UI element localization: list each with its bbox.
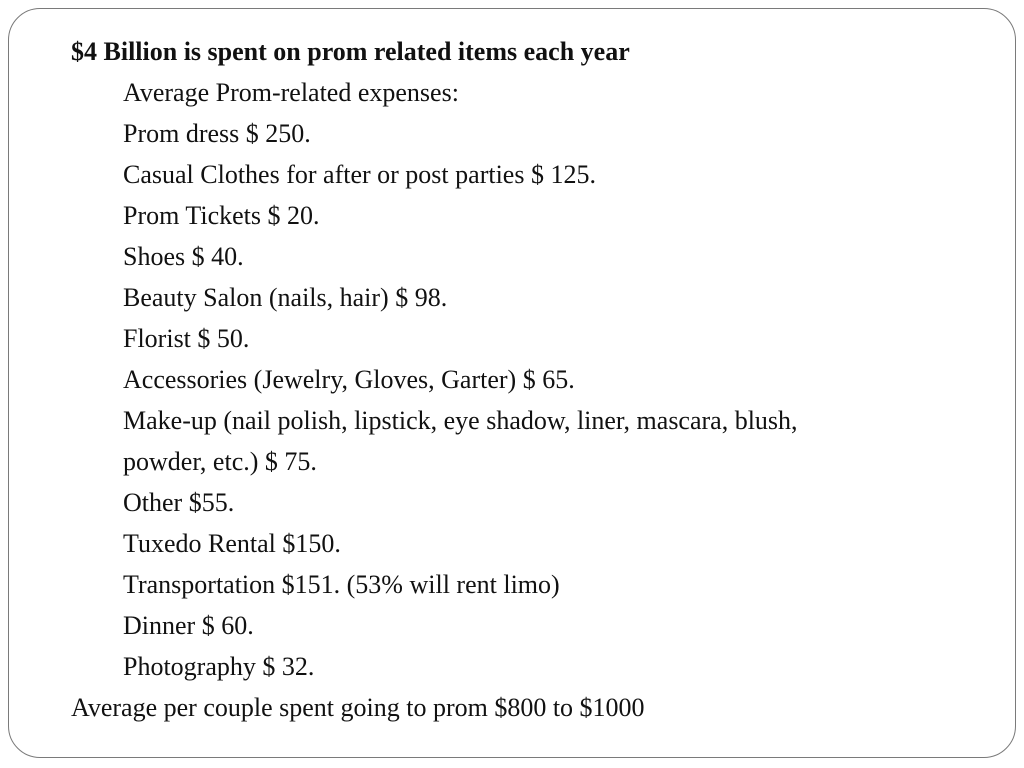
expense-item-photography: Photography $ 32. — [123, 652, 315, 681]
average-per-couple-summary: Average per couple spent going to prom $800 to $1000 — [71, 693, 645, 722]
expense-item-tuxedo-rental: Tuxedo Rental $150. — [123, 529, 341, 558]
expense-item-makeup-continued: powder, etc.) $ 75. — [123, 447, 317, 476]
expense-item-dinner: Dinner $ 60. — [123, 611, 254, 640]
expense-item-florist: Florist $ 50. — [123, 324, 250, 353]
expense-item-prom-dress: Prom dress $ 250. — [123, 119, 311, 148]
expense-item-transportation: Transportation $151. (53% will rent limo) — [123, 570, 560, 599]
expense-item-prom-tickets: Prom Tickets $ 20. — [123, 201, 320, 230]
expense-item-other: Other $55. — [123, 488, 235, 517]
expense-item-shoes: Shoes $ 40. — [123, 242, 244, 271]
expenses-subheading: Average Prom-related expenses: — [123, 78, 459, 107]
expense-item-casual-clothes: Casual Clothes for after or post parties $ 125. — [123, 160, 596, 189]
expense-item-makeup: Make-up (nail polish, lipstick, eye shadow, liner, mascara, blush, — [123, 406, 798, 435]
slide-frame — [8, 8, 1016, 758]
slide-heading: $4 Billion is spent on prom related items each year — [71, 37, 630, 66]
expense-item-beauty-salon: Beauty Salon (nails, hair) $ 98. — [123, 283, 448, 312]
slide-content — [71, 31, 971, 728]
expense-item-accessories: Accessories (Jewelry, Gloves, Garter) $ 65. — [123, 365, 575, 394]
